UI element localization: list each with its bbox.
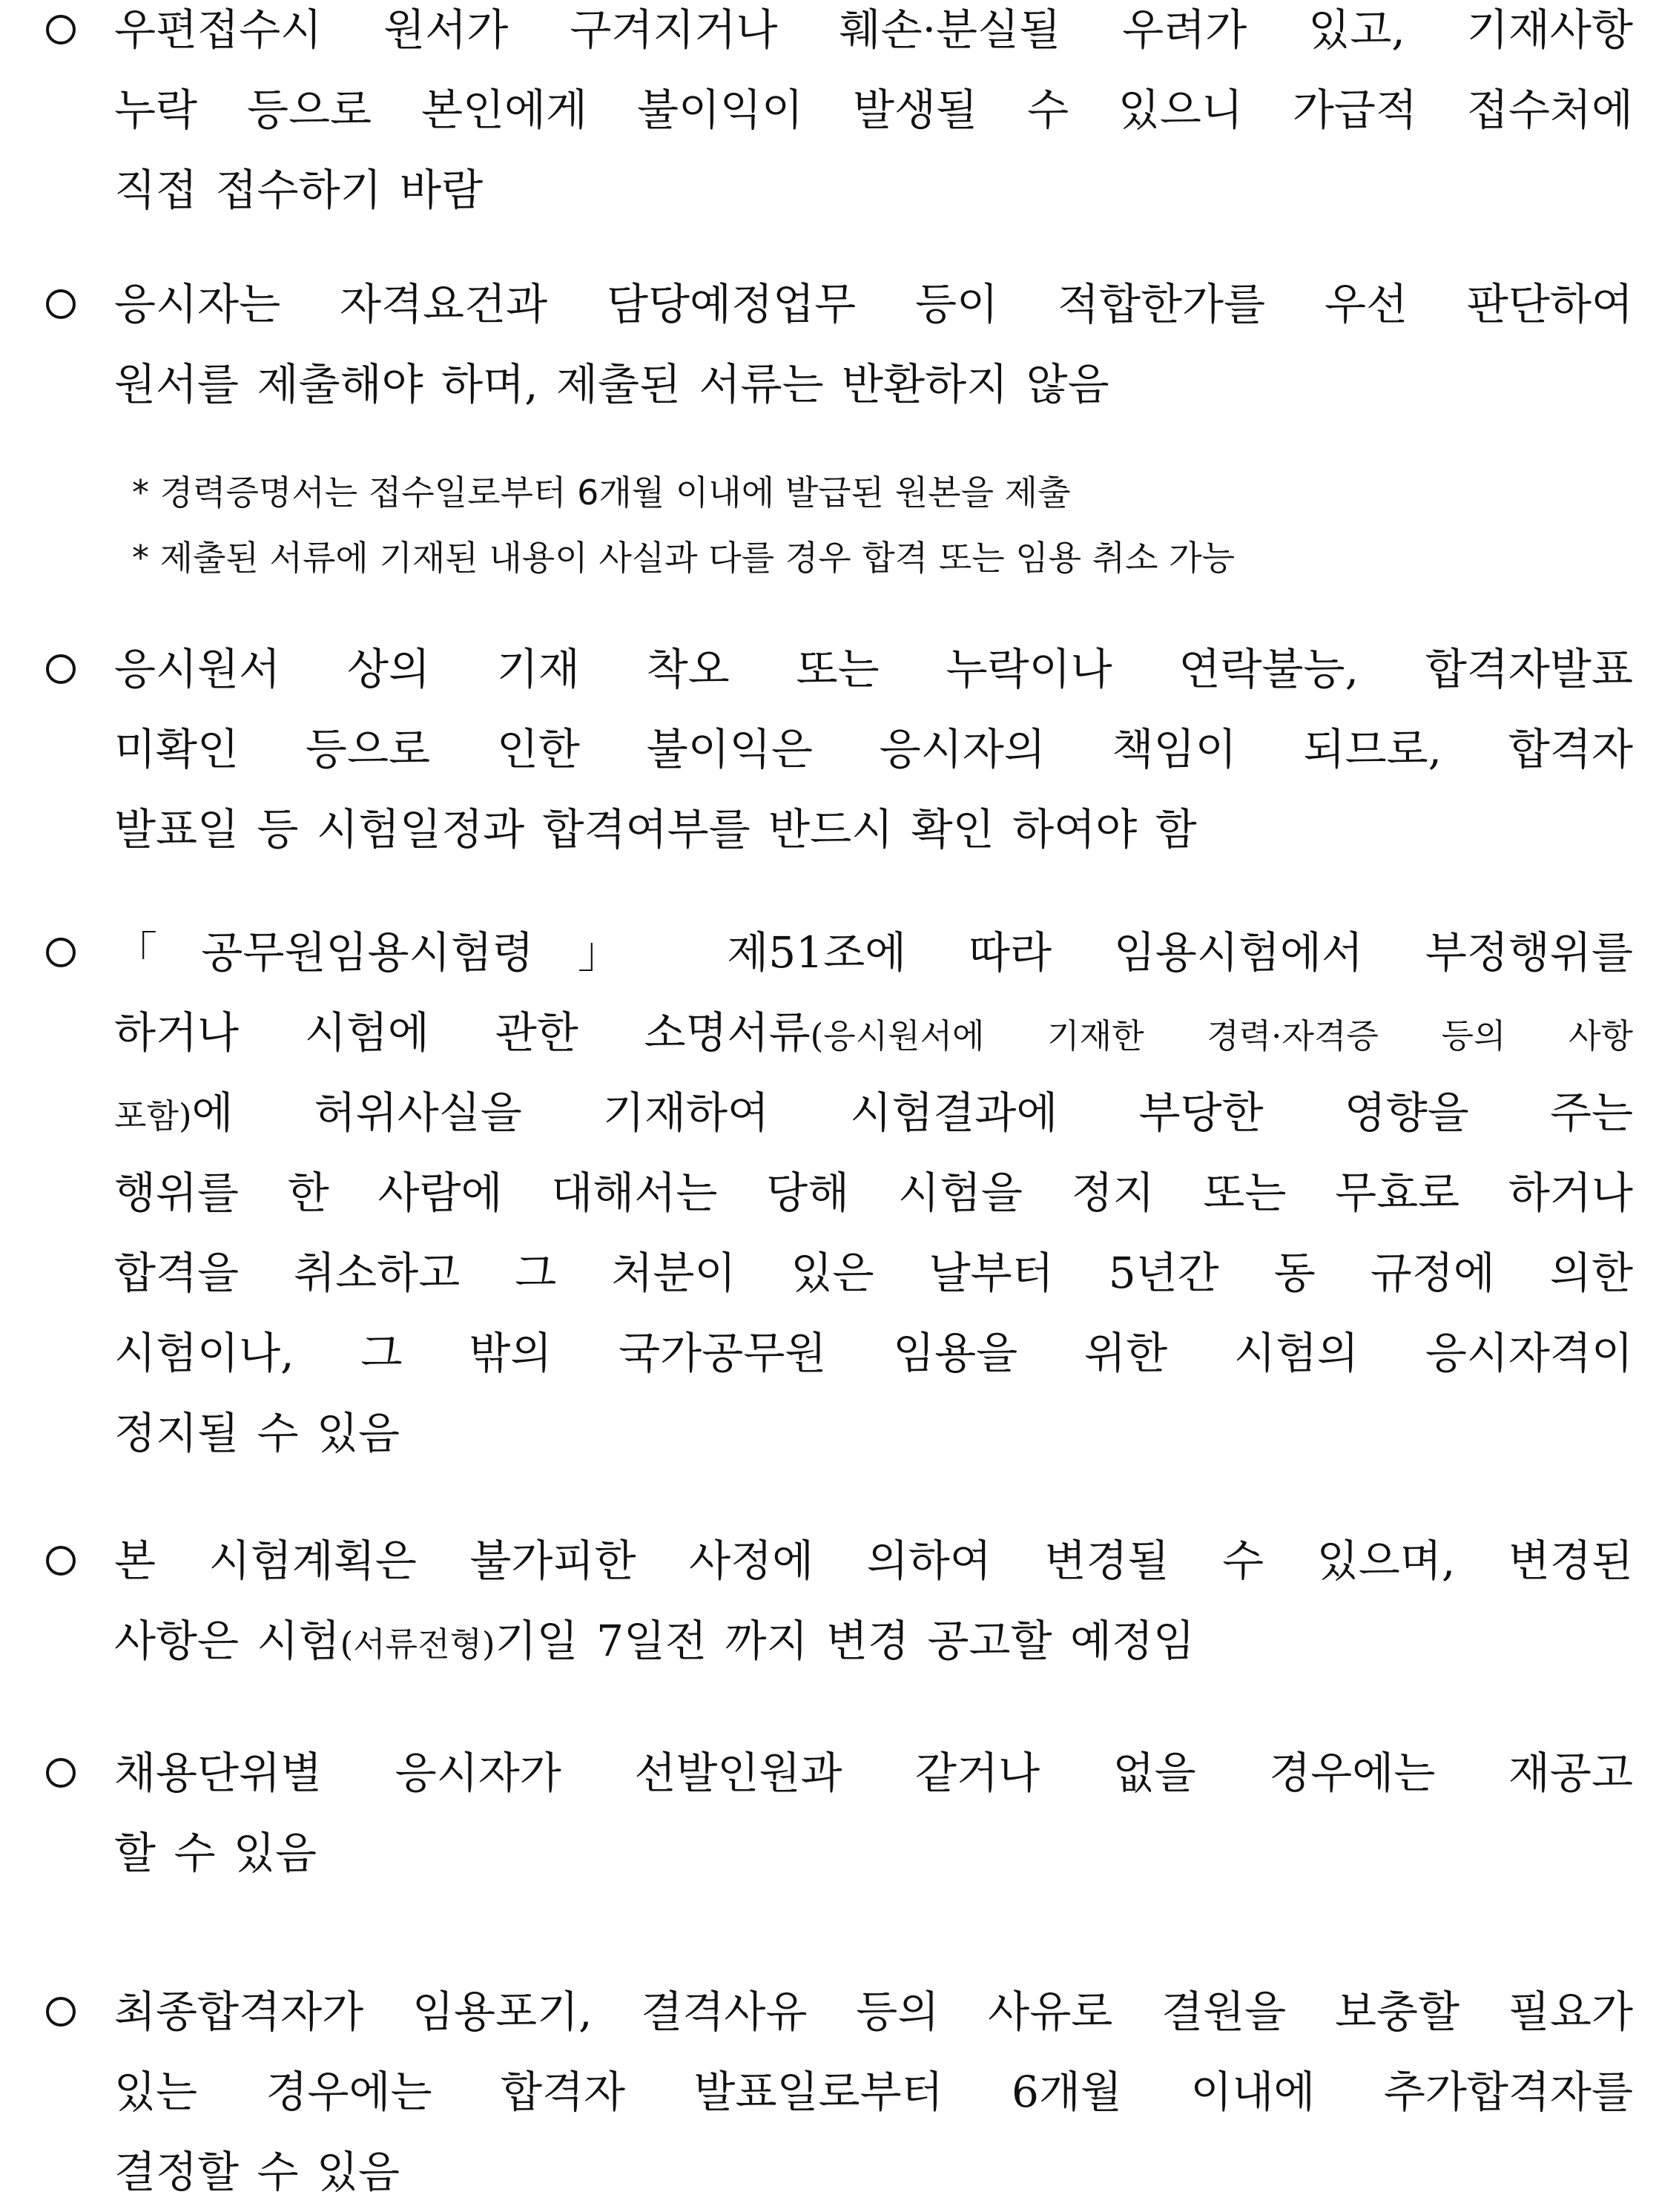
notice-line: 본 시험계획은 불가피한 사정에 의하여 변경될 수 있으며, 변경된 — [114, 1535, 1633, 1586]
notice-text — [114, 1986, 1633, 2212]
circle-bullet-icon — [46, 654, 76, 684]
notice-text — [114, 644, 1633, 869]
notice-line: 최종합격자가 임용포기, 결격사유 등의 사유로 결원을 보충할 필요가 — [114, 1986, 1633, 2037]
notice-line: 우편접수시 원서가 구겨지거나 훼손·분실될 우려가 있고, 기재사항 — [114, 4, 1633, 55]
circle-bullet-icon — [46, 15, 76, 45]
circle-bullet-icon — [46, 289, 76, 319]
notice-line-part: 기일 7일전 까지 변경 공고할 예정임 — [495, 1616, 1195, 1666]
notice-line: 정지될 수 있음 — [114, 1408, 400, 1458]
notice-line: 시험이나, 그 밖의 국가공무원 임용을 위한 시험의 응시자격이 — [114, 1328, 1633, 1378]
parenthetical-text: 포함) — [114, 1096, 192, 1136]
notice-line: 응시원서 상의 기재 착오 또는 누락이나 연락불능, 합격자발표 — [114, 644, 1633, 694]
notice-line — [114, 1601, 1633, 1681]
circle-bullet-icon — [46, 1758, 76, 1788]
notice-line — [114, 1073, 1633, 1153]
circle-bullet-icon — [46, 1997, 76, 2027]
notice-line: 응시자는 자격요건과 담당예정업무 등이 적합한가를 우선 판단하여 — [114, 279, 1633, 329]
notice-line: 채용단위별 응시자가 선발인원과 같거나 없을 경우에는 재공고 — [114, 1748, 1633, 1798]
circle-bullet-icon — [46, 1546, 76, 1576]
notice-line: 누락 등으로 본인에게 불이익이 발생될 수 있으니 가급적 접수처에 — [114, 85, 1633, 135]
notice-line: 할 수 있음 — [114, 1828, 317, 1878]
notice-line: 「공무원임용시험령」 제51조에 따라 임용시험에서 부정행위를 — [114, 927, 1633, 978]
notice-text — [114, 927, 1633, 1473]
notice-line: 원서를 제출해야 하며, 제출된 서류는 반환하지 않음 — [114, 359, 1109, 409]
notice-text — [114, 4, 1633, 230]
notice-line: 있는 경우에는 합격자 발표일로부터 6개월 이내에 추가합격자를 — [114, 2067, 1633, 2117]
notice-text — [114, 279, 1633, 424]
notice-line: 합격을 취소하고 그 처분이 있은 날부터 5년간 동 규정에 의한 — [114, 1248, 1633, 1298]
notice-line-part: 하거나 시험에 관한 소명서류 — [114, 1007, 811, 1058]
notice-line: 행위를 한 사람에 대해서는 당해 시험을 정지 또는 무효로 하거나 — [114, 1168, 1633, 1218]
notice-text — [114, 1535, 1633, 1681]
notice-line-part: 에 허위사실을 기재하여 시험결과에 부당한 영향을 주는 — [191, 1087, 1633, 1138]
notice-line-part: 사항은 시험 — [114, 1616, 340, 1666]
notice-line: 발표일 등 시험일정과 합격여부를 반드시 확인 하여야 함 — [114, 804, 1197, 855]
footnote-line: * 경력증명서는 접수일로부터 6개월 이내에 발급된 원본을 제출 — [132, 473, 1071, 513]
notice-footnotes — [132, 475, 1578, 590]
notice-line: 직접 접수하기 바람 — [114, 165, 484, 215]
footnote-line: * 제출된 서류에 기재된 내용이 사실과 다를 경우 합격 또는 임용 취소 가능 — [132, 538, 1236, 578]
notice-line — [114, 993, 1633, 1073]
notice-line: 미확인 등으로 인한 불이익은 응시자의 책임이 되므로, 합격자 — [114, 724, 1633, 774]
notice-text — [114, 1748, 1633, 1893]
circle-bullet-icon — [46, 938, 76, 967]
parenthetical-text: (응시원서에 기재한 경력·자격증 등의 사항 — [810, 1016, 1633, 1056]
parenthetical-text: (서류전형) — [340, 1625, 495, 1664]
notice-line: 결정할 수 있음 — [114, 2147, 400, 2197]
